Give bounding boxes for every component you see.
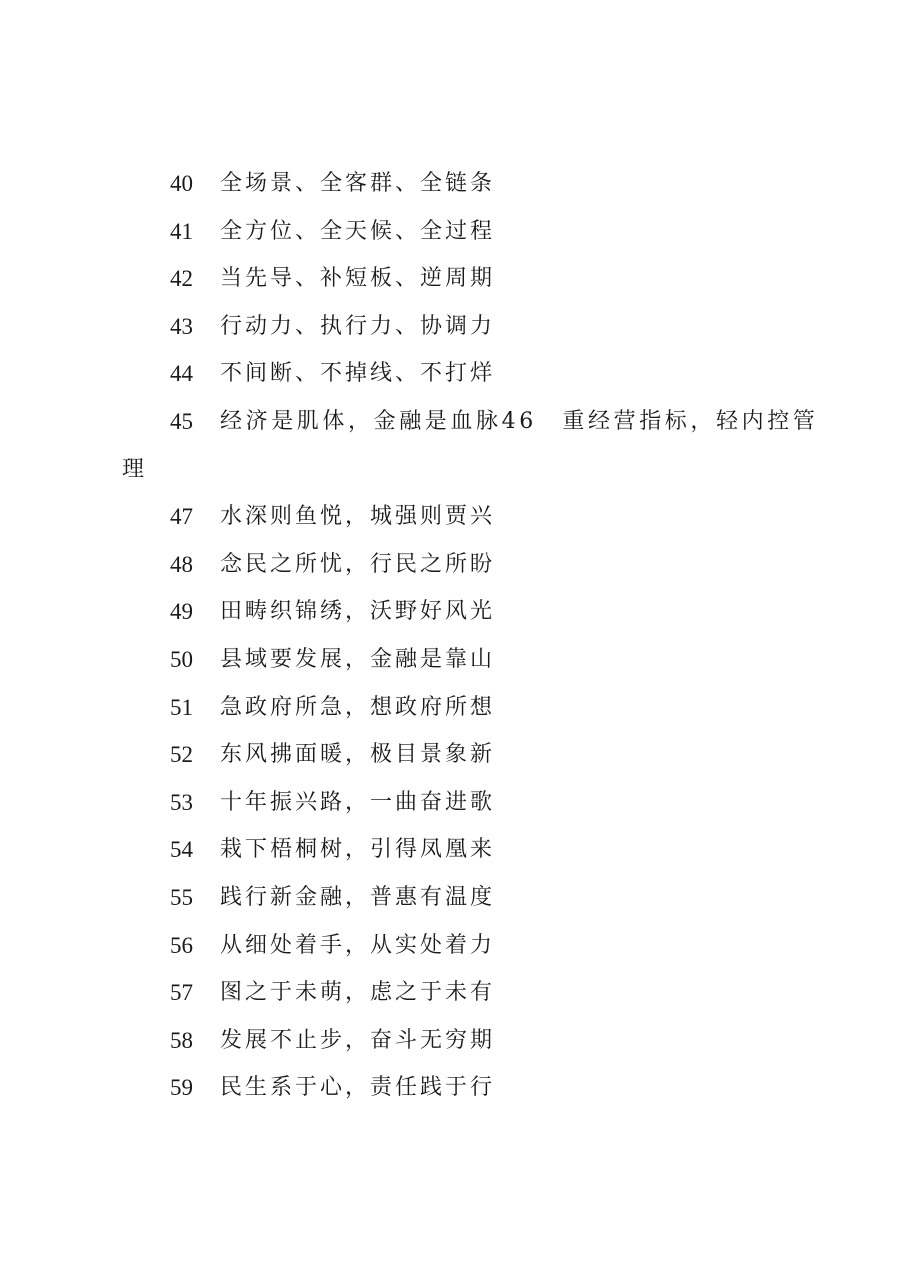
list-item <box>0 636 909 684</box>
list-item <box>0 684 909 732</box>
item-text: 十年振兴路，一曲奋进歌 <box>220 789 496 815</box>
list-item <box>0 208 909 256</box>
list-item <box>0 779 909 827</box>
item-text: 全方位、全天候、全过程 <box>220 218 496 244</box>
item-text: 栽下梧桐树，引得凤凰来 <box>220 837 496 863</box>
item-text: 当先导、补短板、逆周期 <box>220 266 496 292</box>
item-number: 41 <box>170 218 193 244</box>
item-text: 急政府所急，想政府所想 <box>220 694 496 720</box>
item-number: 48 <box>170 551 193 577</box>
list-item <box>0 826 909 874</box>
item-number: 52 <box>170 742 193 768</box>
item-number: 43 <box>170 313 193 339</box>
list-item <box>0 588 909 636</box>
item-text: 发展不止步，奋斗无穷期 <box>220 1027 496 1053</box>
item-text: 不间断、不掉线、不打烊 <box>220 361 496 387</box>
item-text: 念民之所忧，行民之所盼 <box>220 551 496 577</box>
item-text: 全场景、全客群、全链条 <box>220 171 496 196</box>
item-number: 57 <box>170 980 193 1006</box>
list-item <box>0 1017 909 1065</box>
list-item <box>0 255 909 303</box>
item-text: 行动力、执行力、协调力 <box>220 313 496 339</box>
item-number: 42 <box>170 266 193 292</box>
list-item-continuation <box>0 446 909 494</box>
list-item <box>0 398 909 446</box>
list-item <box>0 493 909 541</box>
list-item <box>0 922 909 970</box>
item-number: 55 <box>170 884 193 910</box>
item-number: 56 <box>170 932 193 958</box>
list-item <box>0 874 909 922</box>
item-number: 49 <box>170 599 193 625</box>
list-item <box>0 969 909 1017</box>
item-text: 践行新金融，普惠有温度 <box>220 884 496 910</box>
item-number: 51 <box>170 694 193 720</box>
item-number: 50 <box>170 646 193 672</box>
item-text: 从细处着手，从实处着力 <box>220 932 496 958</box>
item-number: 58 <box>170 1027 193 1053</box>
item-number: 40 <box>170 171 193 196</box>
item-text: 经济是肌体，金融是血脉46 重经营指标，轻内控管 <box>220 408 819 434</box>
item-number: 47 <box>170 504 193 530</box>
list-item <box>0 350 909 398</box>
list-item <box>0 1064 909 1112</box>
list-item <box>0 303 909 351</box>
list-item <box>0 541 909 589</box>
item-number: 53 <box>170 789 193 815</box>
item-text: 东风拂面暖，极目景象新 <box>220 742 496 768</box>
item-text: 民生系于心，责任践于行 <box>220 1075 496 1101</box>
list-item <box>0 731 909 779</box>
item-text: 田畴织锦绣，沃野好风光 <box>220 599 496 625</box>
item-number: 59 <box>170 1075 193 1101</box>
item-number: 44 <box>170 361 193 387</box>
item-number: 45 <box>170 408 193 434</box>
slogan-list <box>0 160 909 1112</box>
item-number: 54 <box>170 837 193 863</box>
item-text: 县域要发展，金融是靠山 <box>220 646 496 672</box>
list-item <box>0 160 909 208</box>
item-text: 图之于未萌，虑之于未有 <box>220 980 496 1006</box>
item-text: 水深则鱼悦，城强则贾兴 <box>220 504 496 530</box>
item-text-continuation: 理 <box>122 456 148 482</box>
